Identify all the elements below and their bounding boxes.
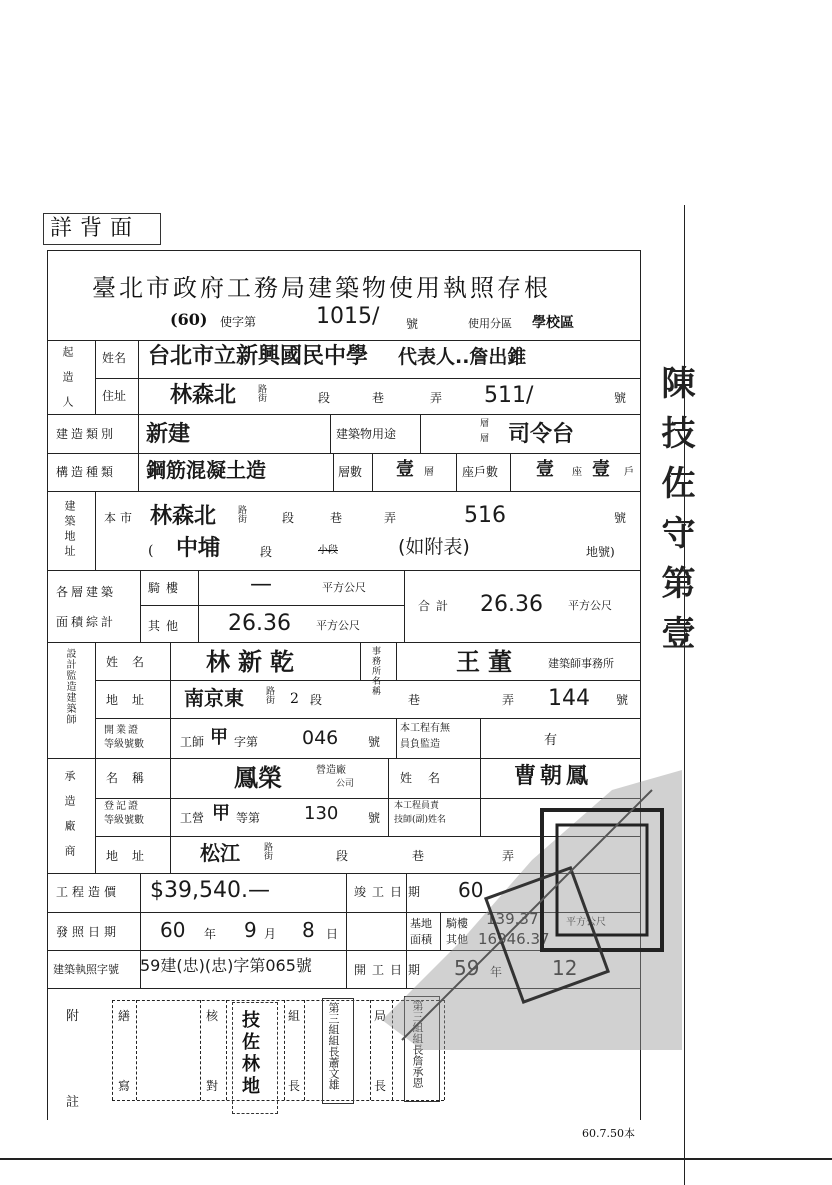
col-line — [198, 570, 199, 642]
site-paren: ( — [148, 543, 154, 559]
applicant-addr-label: 住址 — [102, 389, 127, 403]
contractor-name: 鳳榮 — [234, 764, 282, 792]
contractor-addr-label: 地址 — [106, 849, 159, 863]
architect-section: 設計監造建築師 — [64, 648, 75, 725]
tech-label-1: 本工程員責 — [394, 801, 440, 811]
architect-nong: 弄 — [502, 693, 515, 707]
other-value: 26.36 — [228, 611, 291, 636]
architect-lic-prefix: 工師 — [180, 735, 205, 749]
structure-value: 鋼筋混凝土造 — [146, 458, 266, 482]
contractor-road: 松江 — [200, 841, 240, 865]
notes-line — [112, 1100, 444, 1101]
contractor-lic-mid: 等第 — [236, 811, 261, 825]
floors-label: 層數 — [338, 465, 363, 479]
units-label: 座戶數 — [462, 465, 499, 479]
col-line — [346, 873, 347, 988]
row-line — [47, 453, 641, 454]
col-line — [510, 453, 511, 491]
other-unit: 平方公尺 — [316, 619, 360, 632]
done-label: 竣工日期 — [354, 885, 427, 899]
area-label-1: 各層建築 — [56, 585, 117, 599]
frame-top — [47, 250, 641, 251]
col-line — [170, 758, 171, 873]
row-line — [47, 491, 641, 492]
contractor-suffix2: 公司 — [336, 779, 355, 789]
col-line — [170, 642, 171, 758]
units-unit2: 戶 — [624, 467, 634, 478]
architect-lic-mid: 字第 — [234, 735, 259, 749]
office-suffix: 建築師事務所 — [548, 657, 614, 670]
units-unit1: 座 — [572, 467, 582, 478]
permit-value: 59建(忠)(忠)字第065號 — [140, 956, 312, 975]
issue-month: 9 — [244, 918, 257, 942]
cost-value: $39,540.— — [150, 878, 270, 903]
col3-top: 組 — [288, 1009, 301, 1023]
floors-unit: 層 — [424, 467, 434, 478]
base-arcade-value: 139.37 — [486, 910, 539, 928]
issue-year: 60 — [160, 918, 186, 942]
footer-print-code: 60.7.50本 — [582, 1127, 635, 1140]
site-land-label: 地號) — [586, 545, 615, 559]
supervise-value: 有 — [544, 733, 558, 748]
other-label: 其他 — [148, 619, 185, 633]
applicant-road-mark: 路街 — [256, 384, 266, 402]
total-label: 合計 — [418, 599, 455, 613]
site-num: 516 — [464, 503, 506, 528]
applicant-xiang: 巷 — [372, 391, 385, 405]
seal-group-chief-text: 第三組組長蕭文雄 — [327, 1002, 340, 1090]
notes-line — [370, 1000, 371, 1100]
col-line — [396, 642, 397, 680]
site-land-duan-label: 段 — [260, 545, 273, 559]
architect-xiang: 巷 — [408, 693, 421, 707]
arcade-label: 騎樓 — [148, 581, 185, 595]
start-year-label: 年 — [490, 965, 503, 979]
site-section: 建築地址 — [63, 500, 76, 560]
site-duan: 段 — [282, 511, 295, 525]
col-line — [396, 718, 397, 758]
permit-label: 建築執照字號 — [53, 963, 119, 976]
site-road: 林森北 — [150, 504, 217, 529]
notes-line — [304, 1000, 305, 1100]
total-unit: 平方公尺 — [568, 599, 612, 612]
floors-value: 壹 — [396, 459, 414, 480]
base-unit: 平方公尺 — [566, 917, 606, 928]
start-year: 59 — [454, 956, 480, 980]
office-label: 事務所名稱 — [370, 646, 380, 696]
row-line — [47, 758, 641, 759]
units-value2: 壹 — [592, 459, 610, 480]
contractor-lic-hao: 號 — [368, 811, 381, 825]
contractor-lic-label-2: 等級號數 — [104, 815, 144, 826]
contractor-nong: 弄 — [502, 849, 515, 863]
base-label-2: 面積 — [410, 933, 432, 946]
applicant-nong: 弄 — [430, 391, 443, 405]
col-line — [138, 414, 139, 491]
bottom-rule — [0, 1158, 832, 1160]
build-type-value: 新建 — [146, 422, 191, 447]
arcade-unit: 平方公尺 — [322, 581, 366, 594]
cost-label: 工程造價 — [56, 885, 121, 899]
contractor-lic-num: 130 — [304, 803, 339, 824]
applicant-hao: 號 — [614, 391, 627, 405]
seal-technician-text: 技佐林地 — [239, 1010, 260, 1098]
notes-label-bottom: 註 — [66, 1095, 80, 1110]
base-arcade-label: 騎樓 — [446, 917, 468, 930]
page-title: 臺北市政府工務局建築物使用執照存根 — [92, 274, 551, 302]
col-line — [140, 570, 141, 642]
issue-day: 8 — [302, 918, 315, 942]
serial-suffix: 號 — [406, 317, 419, 331]
applicant-name: 台北市立新興國民中學 — [148, 344, 369, 369]
col-line — [333, 453, 334, 491]
col-line — [95, 758, 96, 873]
col2-bottom: 對 — [206, 1079, 219, 1093]
build-use-label: 建築物用途 — [336, 427, 397, 441]
contractor-suffix: 營造廠 — [316, 765, 346, 776]
notes-line — [200, 1000, 201, 1100]
units-value1: 壹 — [536, 459, 554, 480]
total-value: 26.36 — [480, 592, 543, 617]
architect-lic-label-2: 等級號數 — [104, 739, 144, 750]
site-road-mark: 路街 — [236, 505, 246, 523]
architect-name: 林新乾 — [206, 648, 302, 676]
done-value: 60 — [458, 878, 484, 902]
contractor-person: 曹朝鳳 — [514, 764, 593, 789]
architect-name-label: 姓名 — [106, 655, 159, 669]
issue-month-label: 月 — [264, 927, 277, 941]
base-label-1: 基地 — [410, 917, 432, 930]
site-city: 本市 — [104, 511, 137, 525]
side-border — [684, 205, 685, 1185]
row-line — [47, 414, 641, 415]
col-line — [95, 491, 96, 570]
serial-number: 1015/ — [316, 304, 380, 329]
col-line — [330, 414, 331, 453]
start-label: 開工日期 — [354, 963, 427, 977]
site-land-duan: 中埔 — [176, 536, 221, 561]
col1-top: 繕 — [118, 1009, 131, 1023]
col-line — [480, 718, 481, 758]
col4-bottom: 長 — [374, 1079, 387, 1093]
col4-top: 局 — [374, 1009, 387, 1023]
notes-line — [136, 1000, 137, 1100]
notes-line — [226, 1000, 227, 1100]
contractor-lic-label-1: 登記證 — [104, 801, 140, 812]
applicant-name-label: 姓名 — [102, 351, 127, 365]
contractor-person-label: 姓名 — [400, 771, 457, 785]
frame-left — [47, 250, 48, 1120]
contractor-lic-prefix: 工營 — [180, 811, 205, 825]
architect-addr-label: 地址 — [106, 693, 159, 707]
seal-director-text: 第三組組長詹承恩 — [411, 1000, 424, 1088]
start-month: 12 — [552, 956, 578, 980]
supervise-label-1: 本工程有無 — [400, 723, 450, 734]
contractor-name-label: 名稱 — [106, 771, 159, 785]
applicant-rep: 代表人..詹出錐 — [398, 346, 527, 368]
build-use-mark: 層層 — [478, 418, 488, 448]
row-line — [47, 570, 641, 571]
col-line — [404, 570, 405, 642]
site-hao: 號 — [614, 511, 627, 525]
zone-label: 使用分區 — [468, 317, 512, 330]
col-line — [372, 453, 373, 491]
office-name: 王董 — [456, 648, 520, 676]
architect-lic-grade: 甲 — [210, 727, 228, 748]
notes-line — [284, 1000, 285, 1100]
build-use-value: 司令台 — [508, 422, 575, 447]
arcade-value: — — [250, 572, 272, 597]
serial-prefix: 使字第 — [220, 315, 257, 329]
build-type-label: 建造類別 — [56, 427, 117, 441]
serial-year: (60) — [170, 310, 208, 329]
contractor-section: 承造廠商 — [63, 770, 76, 870]
structure-label: 構造種類 — [56, 465, 117, 479]
col-line — [420, 414, 421, 453]
col-line — [95, 642, 96, 758]
zone-value: 學校區 — [532, 315, 574, 331]
architect-lic-label-1: 開業證 — [104, 725, 140, 736]
supervise-label-2: 員負監造 — [400, 739, 440, 750]
side-stamp-text: 陳技佐守第壹 — [655, 365, 695, 665]
row-line — [95, 718, 641, 719]
header-box-text: 詳背面 — [50, 216, 141, 241]
architect-road-mark: 路街 — [264, 686, 274, 704]
col-line — [138, 340, 139, 414]
site-xiang: 巷 — [330, 511, 343, 525]
architect-num: 144 — [548, 686, 590, 711]
architect-duan: 段 — [310, 693, 323, 707]
contractor-duan: 段 — [336, 849, 349, 863]
row-line — [47, 340, 641, 341]
contractor-lic-grade: 甲 — [212, 803, 230, 824]
row-line — [140, 605, 404, 606]
row-line — [47, 642, 641, 643]
architect-road: 南京東 — [184, 686, 244, 710]
col3-bottom: 長 — [288, 1079, 301, 1093]
area-label-2: 面積綜計 — [56, 615, 117, 629]
row-line — [95, 378, 641, 379]
notes-line — [112, 1000, 113, 1100]
site-nong: 弄 — [384, 511, 397, 525]
contractor-xiang: 巷 — [412, 849, 425, 863]
applicant-num: 511/ — [484, 383, 534, 408]
base-other-value: 16946.37 — [478, 930, 550, 948]
applicant-section: 起造人 — [61, 346, 74, 421]
applicant-duan: 段 — [318, 391, 331, 405]
architect-lic-hao: 號 — [368, 735, 381, 749]
architect-lic-num: 046 — [302, 727, 339, 749]
col-line — [456, 453, 457, 491]
issue-label: 發照日期 — [56, 925, 121, 939]
col-line — [95, 340, 96, 414]
col2-top: 核 — [206, 1009, 219, 1023]
tech-label-2: 技師(副)姓名 — [394, 815, 447, 825]
architect-duan-value: 2 — [290, 691, 299, 707]
architect-hao: 號 — [616, 693, 629, 707]
col-line — [360, 642, 361, 680]
row-line — [95, 680, 641, 681]
site-strike: 小段 — [318, 545, 338, 556]
issue-year-label: 年 — [204, 927, 217, 941]
col1-bottom: 寫 — [118, 1079, 131, 1093]
notes-label-top: 附 — [66, 1009, 80, 1024]
applicant-road: 林森北 — [170, 383, 237, 408]
issue-day-label: 日 — [326, 927, 339, 941]
contractor-road-mark: 路街 — [262, 842, 272, 860]
base-other-label: 其他 — [446, 933, 468, 946]
site-land-num: (如附表) — [398, 536, 470, 558]
official-seal-corner — [382, 770, 682, 1050]
